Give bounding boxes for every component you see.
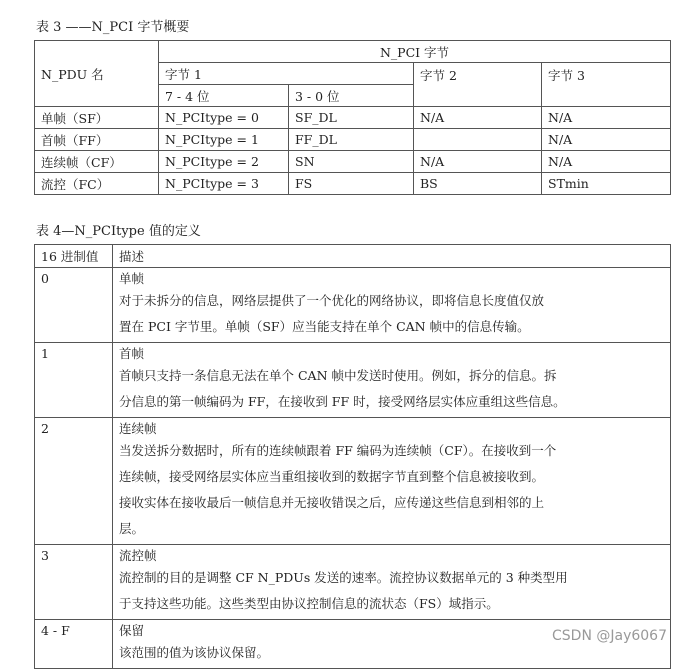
desc-title: 单帧	[119, 271, 145, 286]
desc-line: 层。	[119, 521, 145, 536]
cell-b3: N/A	[542, 107, 671, 129]
desc-title: 连续帧	[119, 421, 157, 436]
cell-b74: N_PCItype = 1	[159, 129, 289, 151]
cell-b2: N/A	[414, 151, 542, 173]
cell-hex: 0	[35, 268, 113, 343]
table-row	[35, 173, 671, 195]
cell-b74: N_PCItype = 3	[159, 173, 289, 195]
cell-hex: 3	[35, 545, 113, 620]
table4-caption: 表 4—N_PCItype 值的定义	[36, 224, 201, 239]
table-row	[35, 545, 671, 620]
cell-name: 流控（FC）	[35, 173, 159, 195]
cell-b2	[414, 129, 542, 151]
table-row	[35, 245, 671, 268]
cell-b30: SF_DL	[289, 107, 414, 129]
desc-line: 该范围的值为该协议保留。	[119, 645, 270, 660]
table-row	[35, 41, 671, 63]
table-row	[35, 151, 671, 173]
table-row	[35, 418, 671, 545]
desc-line: 接收实体在接收最后一帧信息并无接收错误之后，应传递这些信息到相邻的上	[119, 495, 545, 510]
cell-b30: FS	[289, 173, 414, 195]
cell-hex: 1	[35, 343, 113, 418]
cell-name: 单帧（SF）	[35, 107, 159, 129]
header-desc: 描述	[113, 245, 671, 268]
desc-title: 流控帧	[119, 548, 157, 563]
desc-line: 流控制的目的是调整 CF N_PDUs 发送的速率。流控协议数据单元的 3 种类型用	[119, 570, 568, 585]
header-npci-bytes: N_PCI 字节	[159, 41, 671, 63]
header-pdu-name: N_PDU 名	[35, 41, 159, 107]
cell-hex: 2	[35, 418, 113, 545]
watermark: CSDN @Jay6067	[552, 628, 667, 644]
header-bits-3-0: 3 - 0 位	[289, 85, 414, 107]
cell-b74: N_PCItype = 0	[159, 107, 289, 129]
desc-line: 置在 PCI 字节里。单帧（SF）应当能支持在单个 CAN 帧中的信息传输。	[119, 319, 530, 334]
cell-b30: FF_DL	[289, 129, 414, 151]
desc-line: 首帧只支持一条信息无法在单个 CAN 帧中发送时使用。例如，拆分的信息。拆	[119, 368, 557, 383]
cell-name: 连续帧（CF）	[35, 151, 159, 173]
desc-title: 首帧	[119, 346, 145, 361]
desc-line: 当发送拆分数据时，所有的连续帧跟着 FF 编码为连续帧（CF）。在接收到一个	[119, 443, 557, 458]
cell-b2: N/A	[414, 107, 542, 129]
header-byte2: 字节 2	[414, 63, 542, 107]
desc-line: 于支持这些功能。这些类型由协议控制信息的流状态（FS）域指示。	[119, 596, 499, 611]
cell-b3: N/A	[542, 129, 671, 151]
cell-name: 首帧（FF）	[35, 129, 159, 151]
desc-line: 连续帧，接受网络层实体应当重组接收到的数据字节直到整个信息被接收到。	[119, 469, 545, 484]
desc-line: 对于未拆分的信息，网络层提供了一个优化的网络协议，即将信息长度值仅放	[119, 293, 545, 308]
table-row	[35, 129, 671, 151]
cell-b3: N/A	[542, 151, 671, 173]
header-hex: 16 进制值	[35, 245, 113, 268]
header-byte1: 字节 1	[159, 63, 414, 85]
table3-caption: 表 3 ——N_PCI 字节概要	[36, 20, 190, 35]
table-row	[35, 343, 671, 418]
table-row	[35, 620, 671, 669]
table-row	[35, 107, 671, 129]
npci-summary-table	[34, 40, 671, 195]
header-bits-7-4: 7 - 4 位	[159, 85, 289, 107]
cell-b3: STmin	[542, 173, 671, 195]
npci-type-table	[34, 244, 671, 669]
cell-hex: 4 - F	[35, 620, 113, 669]
cell-b2: BS	[414, 173, 542, 195]
desc-line: 分信息的第一帧编码为 FF，在接收到 FF 时，接受网络层实体应重组这些信息。	[119, 394, 566, 409]
cell-b30: SN	[289, 151, 414, 173]
header-byte3: 字节 3	[542, 63, 671, 107]
cell-b74: N_PCItype = 2	[159, 151, 289, 173]
desc-title: 保留	[119, 623, 145, 638]
table-row	[35, 268, 671, 343]
